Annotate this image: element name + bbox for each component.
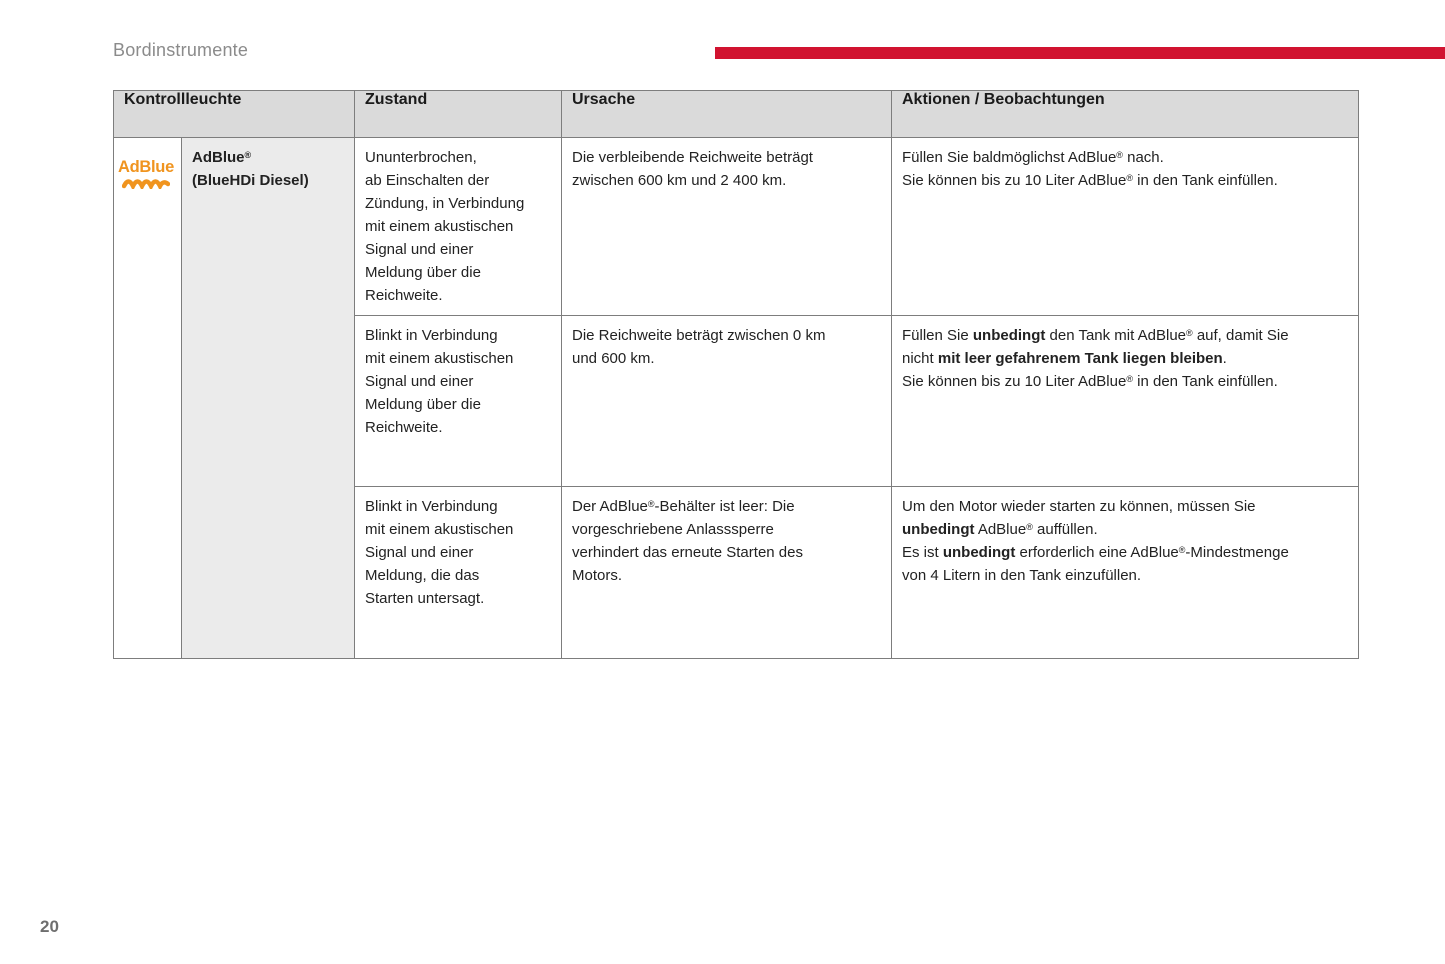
indicator-label: AdBlue® (BlueHDi Diesel) xyxy=(192,149,309,189)
indicator-icon-cell xyxy=(114,138,182,659)
cell-zustand-row1: Ununterbrochen, ab Einschalten der Zündung, in Verbindung mit einem akustischen Signal und einer Meldung über die Reichweite. xyxy=(355,138,562,316)
column-header-ursache: Ursache xyxy=(562,91,892,138)
page-number: 20 xyxy=(40,917,59,936)
accent-bar xyxy=(715,47,1445,59)
cell-aktionen-row2: Füllen Sie unbedingt den Tank mit AdBlue® auf, damit Sie nicht mit leer gefahrenem Tank liegen bleiben. Sie können bis zu 10 Liter AdBlue® in den Tank einfüllen. xyxy=(892,316,1359,487)
cell-zustand-row2: Blinkt in Verbindung mit einem akustischen Signal und einer Meldung über die Reichweite. xyxy=(355,316,562,487)
column-header-aktionen: Aktionen / Beobachtungen xyxy=(892,91,1359,138)
column-header-kontrollleuchte: Kontrollleuchte xyxy=(114,91,355,138)
adblue-wave-icon xyxy=(122,176,170,189)
cell-aktionen-row3: Um den Motor wieder starten zu können, müssen Sie unbedingt AdBlue® auffüllen. Es ist unbedingt erforderlich eine AdBlue®-Mindestmenge von 4 Litern in den Tank einzufüllen. xyxy=(892,487,1359,659)
table-row xyxy=(114,138,1359,316)
indicator-label-cell xyxy=(182,138,355,659)
cell-zustand-row3: Blinkt in Verbindung mit einem akustischen Signal und einer Meldung, die das Starten untersagt. xyxy=(355,487,562,659)
cell-ursache-row1: Die verbleibende Reichweite beträgt zwischen 600 km und 2 400 km. xyxy=(562,138,892,316)
page-title: Bordinstrumente xyxy=(113,40,249,60)
column-header-zustand: Zustand xyxy=(355,91,562,138)
indicator-table xyxy=(113,90,1359,659)
adblue-logo-text: AdBlue xyxy=(118,158,174,176)
adblue-indicator-icon xyxy=(118,159,174,189)
cell-aktionen-row1: Füllen Sie baldmöglichst AdBlue® nach. Sie können bis zu 10 Liter AdBlue® in den Tank einfüllen. xyxy=(892,138,1359,316)
table-header-row xyxy=(114,91,1359,138)
cell-ursache-row3: Der AdBlue®-Behälter ist leer: Die vorgeschriebene Anlasssperre verhindert das erneute Starten des Motors. xyxy=(562,487,892,659)
cell-ursache-row2: Die Reichweite beträgt zwischen 0 km und 600 km. xyxy=(562,316,892,487)
